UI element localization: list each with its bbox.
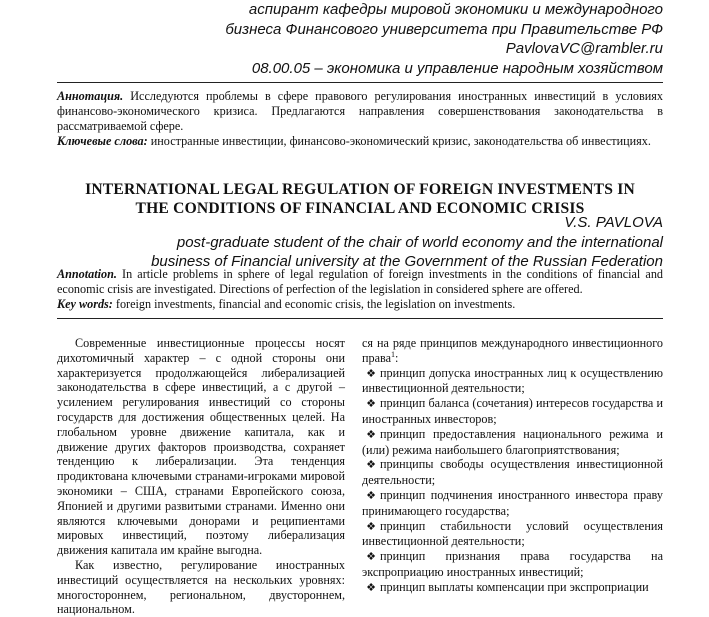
en-title-line1: INTERNATIONAL LEGAL REGULATION OF FOREIGN INVESTMENTS IN (85, 181, 635, 198)
intro-text: ся на ряде принципов международного инвестиционного права (362, 336, 663, 365)
list-item: ❖ принцип подчинения иностранного инвестора праву принимающего государства; (362, 487, 663, 518)
diamond-bullet-icon: ❖ (366, 551, 376, 564)
body-paragraph-continuation (362, 336, 663, 366)
en-annotation-text: In article problems in sphere of legal regulation of foreign investments in the conditions of financial and economic crisis are investigated. Directions of perfection of the legislation in considered sphere are offered. (57, 267, 664, 296)
intro-colon: : (395, 350, 399, 365)
ru-annotation-label: Аннотация. (57, 89, 124, 103)
en-author-position-line2: business of Financial university at the Government of the Russian Federation (151, 253, 663, 270)
body-column-left (57, 336, 345, 617)
ru-annotation (57, 89, 663, 134)
diamond-bullet-icon: ❖ (366, 428, 376, 441)
ru-author-position-line1: аспирант кафедры мировой экономики и международного (248, 1, 663, 18)
ru-keywords-label: Ключевые слова: (57, 134, 148, 148)
list-item: ❖ принцип признания права государства на экспроприацию иностранных инвестиций; (362, 549, 663, 579)
en-author-position-line1: post-graduate student of the chair of world economy and the international (176, 233, 663, 251)
en-title-line2: THE CONDITIONS OF FINANCIAL AND ECONOMIC CRISIS (135, 200, 585, 217)
diamond-bullet-icon: ❖ (366, 581, 376, 594)
footnote-ref: 1 (391, 349, 396, 359)
en-keywords-text: foreign investments, financial and economic crisis, the legislation on investments. (115, 297, 516, 311)
ru-keywords (57, 134, 663, 149)
diamond-bullet-icon: ❖ (366, 367, 376, 380)
divider (57, 82, 663, 83)
en-author-info (151, 213, 663, 272)
body-column-right (362, 336, 663, 596)
list-item: ❖ принцип выплаты компенсации при экспроприации (362, 580, 663, 596)
en-keywords-label: Key words: (57, 297, 113, 311)
list-item: ❖ принципы свободы осуществления инвестиционной деятельности; (362, 457, 663, 488)
diamond-bullet-icon: ❖ (366, 520, 376, 533)
body-paragraph: Как известно, регулирование иностранных инвестиций осуществляется на нескольких уровнях: многостороннем, региональном, двустороннем, национальном. (57, 557, 345, 617)
en-annotation (57, 267, 663, 297)
en-keywords (57, 297, 663, 312)
ru-keywords-text: иностранные инвестиции, финансово-экономический кризис, законодательства об инвестициях. (150, 134, 651, 148)
list-item: ❖ принцип баланса (сочетания) интересов государства и иностранных инвесторов; (362, 396, 663, 426)
ru-annotation-text: Исследуются проблемы в сфере правового регулирования иностранных инвестиций в условиях финансово-экономического кризиса. Предлагаются направления совершенствования законодательства в рассматриваемой сфере. (57, 89, 663, 133)
diamond-bullet-icon: ❖ (366, 398, 376, 411)
en-author-name: V.S. PAVLOVA (564, 214, 663, 231)
list-item: ❖ принцип допуска иностранных лиц к осуществлению инвестиционной деятельности; (362, 365, 663, 396)
ru-author-info (225, 0, 663, 78)
divider (57, 318, 663, 319)
body-paragraph: Современные инвестиционные процессы носят дихотомичный характер – с одной стороны они характеризуется продолжающейся либерализацией законодательства в сфере инвестиций, а с другой – усилением регулирования инвестиций со стороны государств для достижения общественных целей. На глобальном уровне движение капитала, как и движение других факторов производства, сохраняет тенденцию к либерализации. Эта тенденция продиктована ключевыми странами-игроками мировой экономики – США, странами Европейского союза, Японией и другими развитыми странами. Именно они являются ключевыми донорами и реципиентами мировых инвестиций, поэтому либерализация движения капитала им крайне выгодна. (57, 336, 345, 558)
ru-author-email: PavlovaVC@rambler.ru (505, 40, 663, 57)
ru-author-position-line2: бизнеса Финансового университета при Правительстве РФ (225, 20, 663, 38)
diamond-bullet-icon: ❖ (366, 489, 376, 502)
en-annotation-label: Annotation. (57, 267, 117, 281)
list-item: ❖ принцип предоставления национального режима и (или) режима наибольшего благоприятствования; (362, 426, 663, 457)
list-item: ❖ принцип стабильности условий осуществления инвестиционной деятельности; (362, 518, 663, 549)
diamond-bullet-icon: ❖ (366, 459, 376, 472)
ru-specialty-code: 08.00.05 – экономика и управление народным хозяйством (251, 59, 663, 77)
